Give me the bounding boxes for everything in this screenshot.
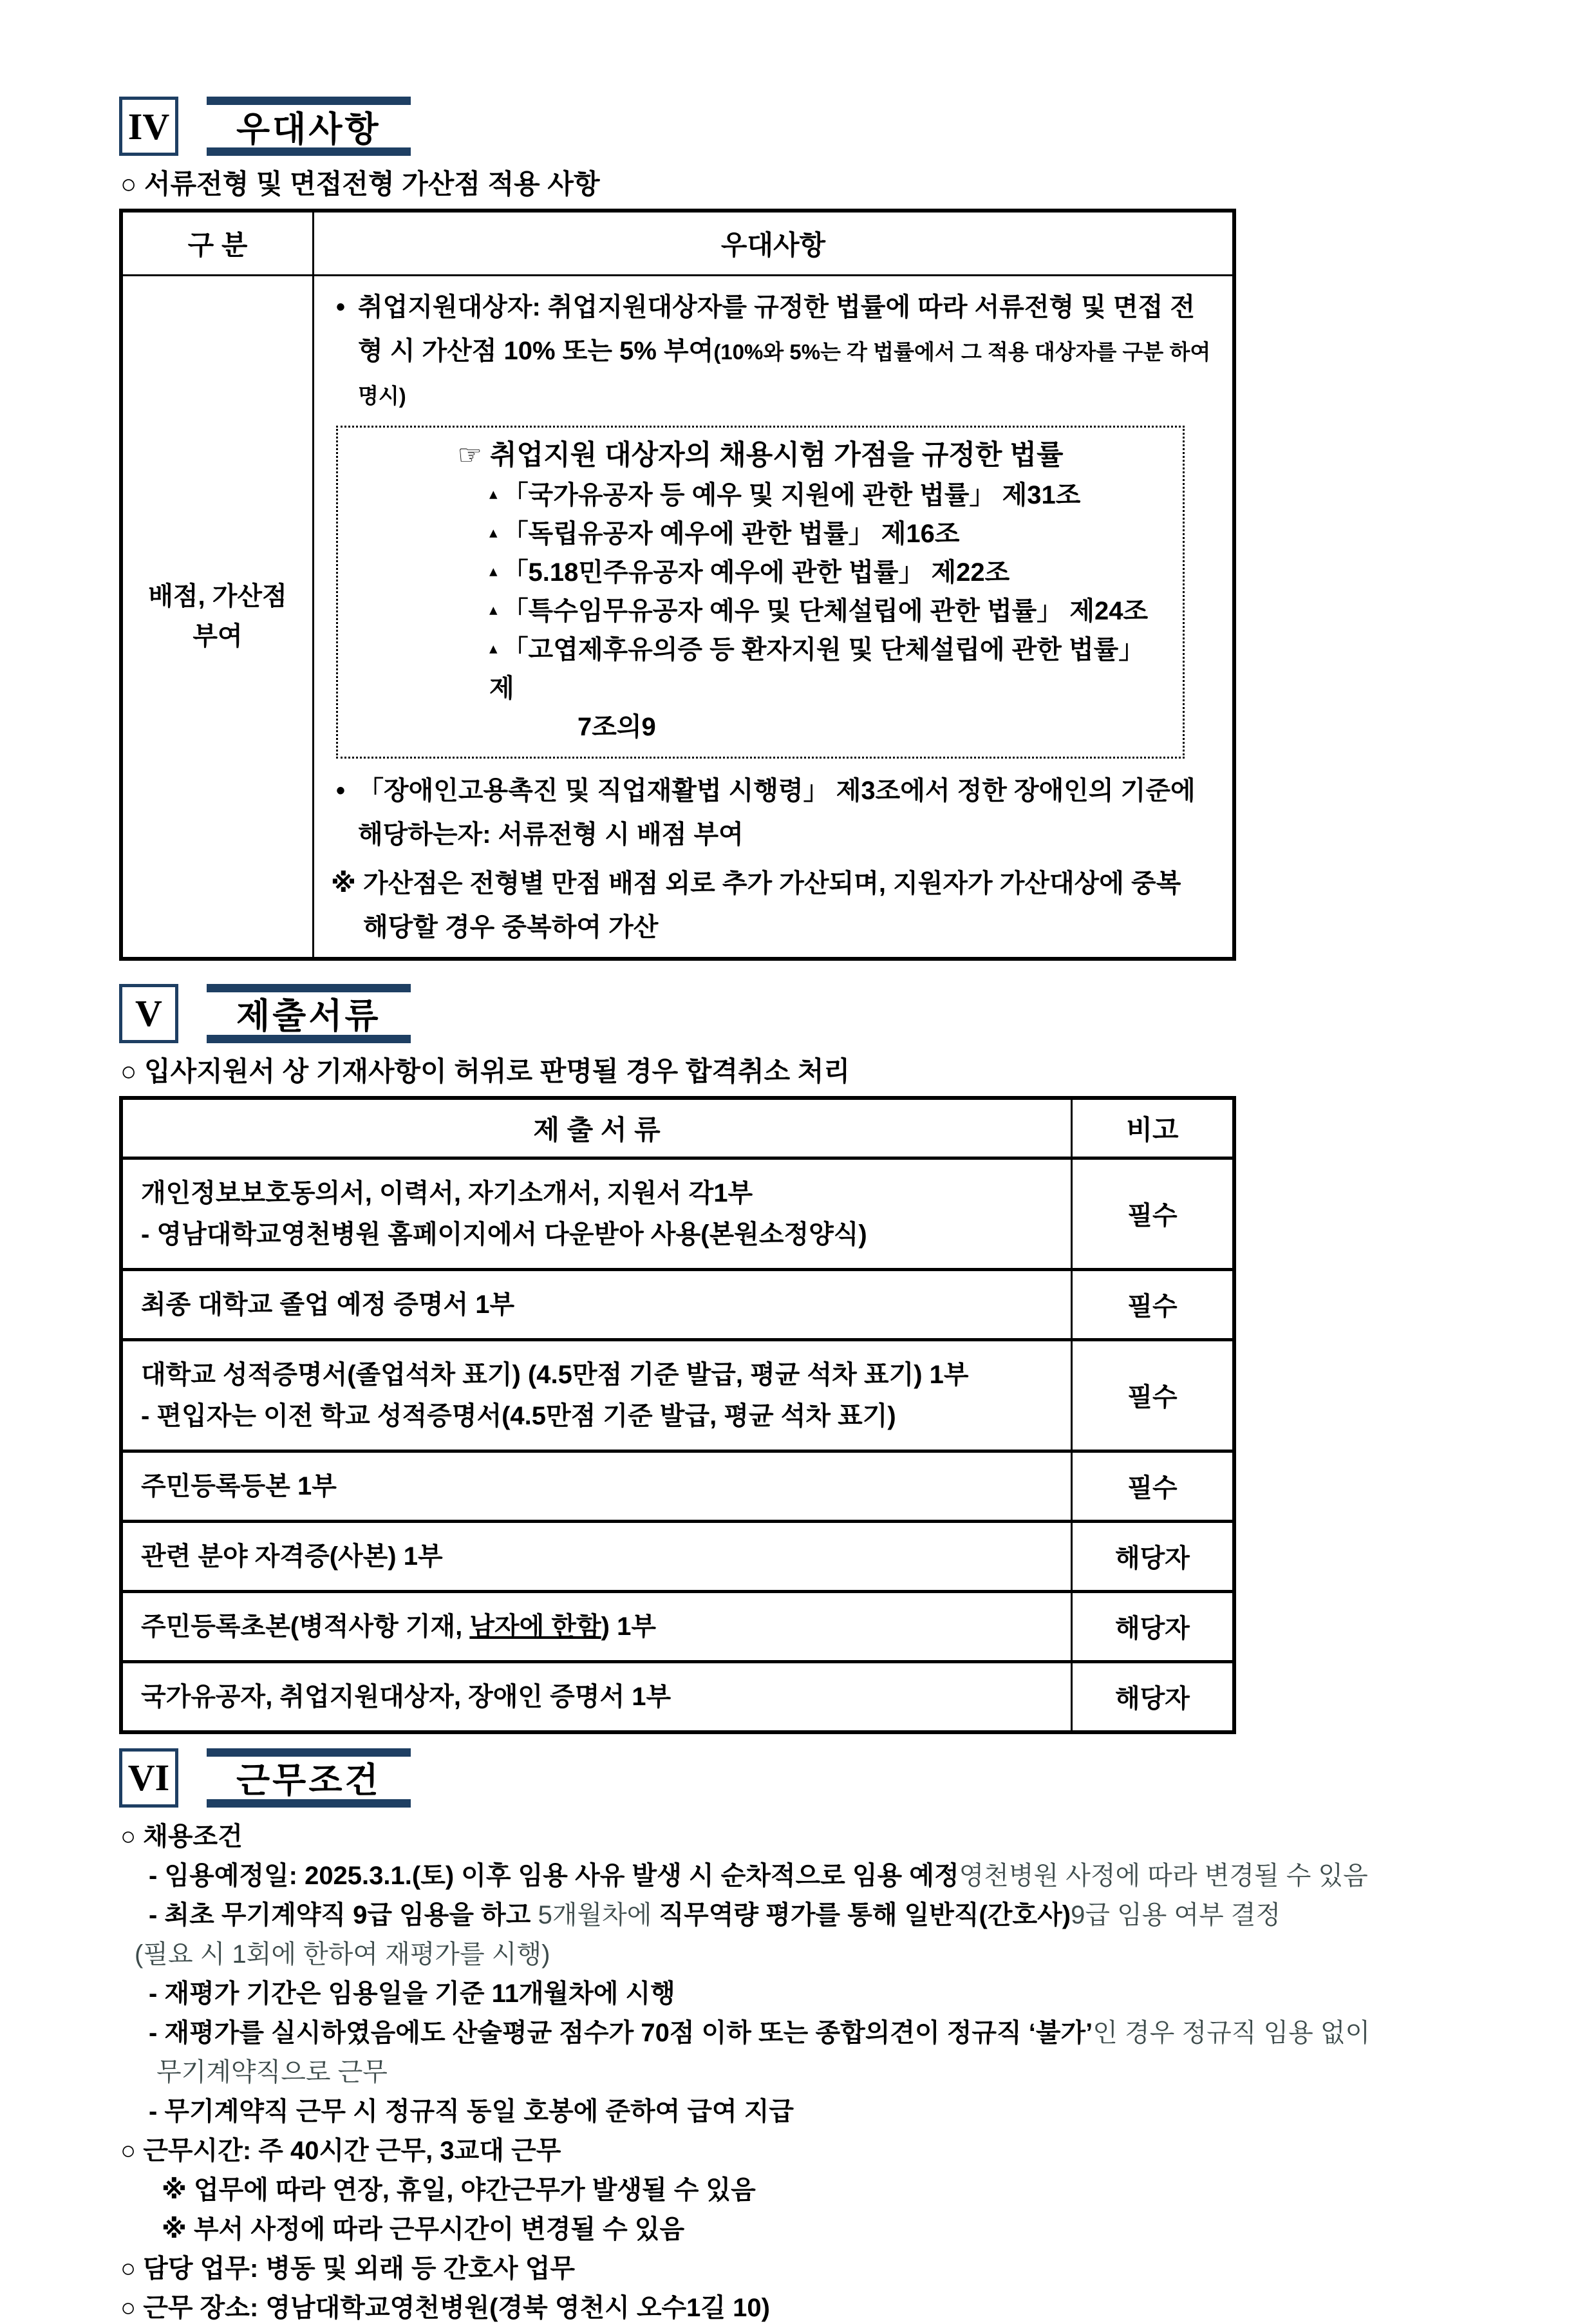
triangle-bullet-icon: ▴ xyxy=(489,484,498,503)
document-line: - 편입자는 이전 학교 성적증명서(4.5만점 기준 발급, 평균 석차 표기) xyxy=(141,1401,896,1430)
line-text: - 최초 무기계약직 9급 임용을 하고 xyxy=(149,1900,538,1929)
condition-line xyxy=(162,2174,1481,2206)
section-v-intro: ○ 입사지원서 상 기재사항이 허위로 판명될 경우 합격취소 처리 xyxy=(120,1055,850,1086)
document-cell xyxy=(123,1271,1071,1338)
condition-line xyxy=(149,1860,1481,1892)
line-text: ○ 채용조건 xyxy=(120,1822,243,1851)
column-header-remarks: 비고 xyxy=(1071,1100,1232,1157)
condition-line xyxy=(149,2095,1481,2128)
remark-cell: 해당자 xyxy=(1071,1593,1232,1660)
preference-content-cell xyxy=(312,276,1232,956)
document-cell xyxy=(123,1341,1071,1450)
remark-cell: 필수 xyxy=(1071,1341,1232,1450)
document-cell xyxy=(123,1523,1071,1590)
law-box-title-text: 취업지원 대상자의 채용시험 가점을 규정한 법률 xyxy=(490,440,1064,471)
document-line: - 영남대학교영천병원 홈페이지에서 다운받아 사용(본원소정양식) xyxy=(141,1220,867,1249)
remark-cell: 해당자 xyxy=(1071,1523,1232,1590)
section-v-number: V xyxy=(119,984,178,1043)
remark-cell: 해당자 xyxy=(1071,1663,1232,1730)
abstract-pre-text: 주민등록초본(병적사항 기재, xyxy=(141,1612,470,1641)
section-documents xyxy=(119,984,1481,1734)
table-row xyxy=(123,1590,1232,1660)
condition-line xyxy=(120,1820,1481,1853)
bullet-icon: • xyxy=(336,776,346,805)
line-text: - 무기계약직 근무 시 정규직 동일 호봉에 준하여 급여 지급 xyxy=(149,2097,794,2126)
section-v-header xyxy=(119,984,1481,1043)
condition-line xyxy=(120,2253,1481,2285)
document-line: 국가유공자, 취업지원대상자, 장애인 증명서 1부 xyxy=(141,1682,671,1711)
document-line: 대학교 성적증명서(졸업석차 표기) (4.5만점 기준 발급, 평균 석차 표기) 1부 xyxy=(141,1360,969,1389)
law-item xyxy=(351,553,1170,592)
triangle-bullet-icon: ▴ xyxy=(489,600,498,619)
bullet-disability xyxy=(331,769,1212,856)
documents-table-header xyxy=(123,1100,1232,1157)
law-item xyxy=(351,515,1170,553)
law-item xyxy=(351,592,1170,630)
law-item-text: 「국가유공자 등 예우 및 지원에 관한 법률」 제31조 xyxy=(502,480,1081,509)
line-text: ○ 담당 업무: 병동 및 외래 등 간호사 업무 xyxy=(120,2254,575,2283)
condition-line xyxy=(156,2056,1481,2088)
law-item xyxy=(351,630,1170,708)
line-text: ○ 근무 장소: 영남대학교영천병원(경북 영천시 오수1길 10) xyxy=(120,2293,770,2322)
document-cell xyxy=(123,1453,1071,1520)
law-item-wrap: 7조의9 xyxy=(577,712,656,741)
condition-line xyxy=(149,1899,1481,1931)
condition-line xyxy=(135,1938,1481,1970)
law-item xyxy=(351,476,1170,515)
line-text: - 임용예정일: 2025.3.1.(토) 이후 임용 사유 발생 시 순차적으로 임용 예정 xyxy=(149,1861,959,1890)
condition-line xyxy=(149,2017,1481,2049)
law-reference-box xyxy=(336,426,1185,758)
pointing-hand-icon: ☞ xyxy=(457,440,483,471)
law-item-text: 「독립유공자 예우에 관한 법률」 제16조 xyxy=(502,519,960,548)
table-row xyxy=(123,1520,1232,1590)
section-vi-number: VI xyxy=(119,1748,178,1808)
document-line: 개인정보보호동의서, 이력서, 자기소개서, 지원서 각1부 xyxy=(141,1178,753,1207)
line-text: 직무역량 평가를 통해 일반직(간호사) xyxy=(652,1900,1071,1929)
section-iv-title: 우대사항 xyxy=(207,97,411,156)
section-work-conditions xyxy=(119,1748,1481,2324)
bullet1-main-text: 취업지원대상자: 취업지원대상자를 규정한 법률에 따라 서류전형 및 면접 전형 시 가산점 10% 또는 5% 부여 xyxy=(358,293,1196,366)
table-row xyxy=(123,1157,1232,1268)
document-cell xyxy=(123,1663,1071,1730)
column-header-documents: 제 출 서 류 xyxy=(533,1114,661,1145)
law-box-title xyxy=(351,435,1170,475)
law-item-text: 「고엽제후유의증 등 환자지원 및 단체설립에 관한 법률」 제 xyxy=(489,635,1145,703)
row-label-line1: 배점, 가산점 xyxy=(148,582,287,611)
table-row xyxy=(123,1660,1232,1730)
column-header-preference: 우대사항 xyxy=(312,213,1232,274)
remark-cell: 필수 xyxy=(1071,1271,1232,1338)
line-text: ※ 업무에 따라 연장, 휴일, 야간근무가 발생될 수 있음 xyxy=(162,2175,756,2204)
remark-cell: 필수 xyxy=(1071,1160,1232,1268)
line-text-light: 5개월차에 xyxy=(538,1900,652,1929)
line-text: ○ 근무시간: 주 40시간 근무, 3교대 근무 xyxy=(120,2136,561,2165)
section-iv-header xyxy=(119,97,1481,156)
preferences-table-header xyxy=(123,213,1232,274)
section-preferences xyxy=(119,97,1481,961)
line-text-light: 무기계약직으로 근무 xyxy=(156,2057,388,2086)
preferences-table xyxy=(119,209,1236,960)
line-text-light: (필요 시 1회에 한하여 재평가를 시행) xyxy=(135,1940,550,1969)
document-line: 관련 분야 자격증(사본) 1부 xyxy=(141,1542,443,1571)
document-line: 최종 대학교 졸업 예정 증명서 1부 xyxy=(141,1290,515,1319)
bullet1-small-text: (10%와 5%는 각 법률에서 그 적용 대상자를 구분 하여 명시) xyxy=(358,340,1211,408)
column-header-category: 구 분 xyxy=(187,230,248,261)
row-label-cell xyxy=(123,276,312,956)
section-vi-title: 근무조건 xyxy=(207,1748,411,1808)
males-only-underlined: 남자에 한함 xyxy=(469,1612,601,1641)
bonus-points-note: ※ 가산점은 전형별 만점 배점 외로 추가 가산되며, 지원자가 가산대상에 중복 해당할 경우 중복하여 가산 xyxy=(331,869,1181,941)
document-line: 주민등록등본 1부 xyxy=(141,1471,337,1500)
line-text-light: 9급 임용 여부 결정 xyxy=(1071,1900,1281,1929)
section-vi-header xyxy=(119,1748,1481,1808)
condition-line xyxy=(149,1978,1481,2010)
abstract-post-text: ) 1부 xyxy=(601,1612,656,1641)
section-iv-number: IV xyxy=(119,97,178,156)
condition-line xyxy=(120,2292,1481,2324)
law-item-text: 「특수임무유공자 예우 및 단체설립에 관한 법률」 제24조 xyxy=(502,596,1149,625)
section-iv-intro: ○ 서류전형 및 면접전형 가산점 적용 사항 xyxy=(120,169,600,199)
line-text: - 재평가를 실시하였음에도 산술평균 점수가 70점 이하 또는 종합의견이 정규직 ‘불가’ xyxy=(149,2018,1093,2047)
document-cell xyxy=(123,1160,1071,1268)
line-text-light: 영천병원 사정에 따라 변경될 수 있음 xyxy=(959,1861,1368,1890)
triangle-bullet-icon: ▴ xyxy=(489,562,498,580)
section-v-title: 제출서류 xyxy=(207,984,411,1043)
document-cell xyxy=(123,1593,1071,1660)
line-text-light: 인 경우 정규직 임용 없이 xyxy=(1093,2018,1371,2047)
table-row xyxy=(123,1450,1232,1520)
bullet-employment-support xyxy=(331,285,1212,417)
triangle-bullet-icon: ▴ xyxy=(489,523,498,542)
preferences-table-row xyxy=(123,274,1232,956)
law-item-text: 「5.18민주유공자 예우에 관한 법률」 제22조 xyxy=(502,558,1010,587)
table-row xyxy=(123,1338,1232,1450)
triangle-bullet-icon: ▴ xyxy=(489,639,498,657)
table-row xyxy=(123,1268,1232,1338)
line-text: - 재평가 기간은 임용일을 기준 11개월차에 시행 xyxy=(149,1979,675,2008)
row-label-line2: 부여 xyxy=(192,622,243,651)
condition-line xyxy=(120,2135,1481,2167)
document-line xyxy=(141,1606,1066,1647)
remark-cell: 필수 xyxy=(1071,1453,1232,1520)
bullet2-text: 「장애인고용촉진 및 직업재활법 시행령」 제3조에서 정한 장애인의 기준에 해당하는자: 서류전형 시 배점 부여 xyxy=(358,776,1196,849)
line-text: ※ 부서 사정에 따라 근무시간이 변경될 수 있음 xyxy=(162,2215,685,2244)
bullet-icon: • xyxy=(336,293,346,322)
documents-table xyxy=(119,1096,1236,1734)
condition-line xyxy=(162,2213,1481,2245)
